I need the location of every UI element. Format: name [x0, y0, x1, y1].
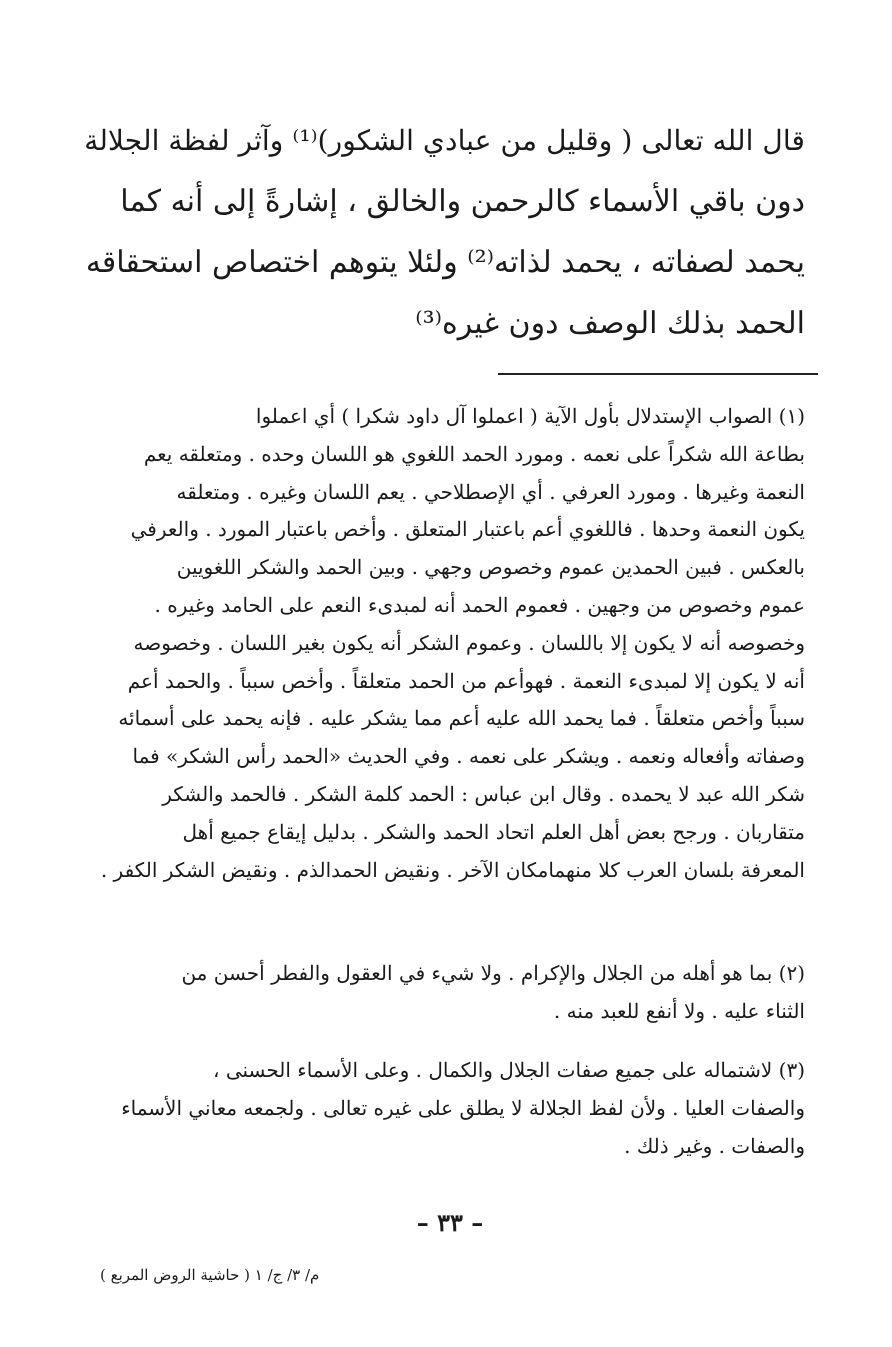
main-text-line: يحمد لصفاته ، يحمد لذاته⁽²⁾ ولئلا يتوهم اختصاص استحقاقه: [85, 245, 805, 280]
footnote-line: يكون النعمة وحدها . فاللغوي أعم باعتبار المتعلق . وأخص باعتبار المورد . والعرفي: [130, 517, 805, 542]
printer-signature: م/ ٣/ ج/ ١ ( حاشية الروض المربع ): [100, 1266, 320, 1284]
main-text-line: دون باقي الأسماء كالرحمن والخالق ، إشارةً إلى أنه كما: [120, 184, 805, 219]
footnote-line: متقاربان . ورجح بعض أهل العلم اتحاد الحمد والشكر . بدليل إيقاع جميع أهل: [182, 819, 805, 844]
footnote-line: وخصوصه أنه لا يكون إلا باللسان . وعموم الشكر أنه يكون بغير اللسان . وخصوصه: [133, 630, 805, 655]
footnote-line: المعرفة بلسان العرب كلا منهمامكان الآخر . ونقيض الحمدالذم . ونقيض الشكر الكفر .: [100, 857, 805, 882]
footnote-line: (٢) بما هو أهله من الجلال والإكرام . ولا شيء في العقول والفطر أحسن من: [181, 961, 805, 985]
footnote-3: [77, 1052, 805, 1165]
footnote-line: عموم وخصوص من وجهين . فعموم الحمد أنه لمبدىء النعم على الحامد وغيره .: [154, 592, 805, 617]
footnote-line: والصفات العليا . ولأن لفظ الجلالة لا يطلق على غيره تعالى . ولجمعه معاني الأسماء: [121, 1095, 805, 1120]
footnote-line: بطاعة الله شكراً على نعمه . ومورد الحمد اللغوي هو اللسان وحده . ومتعلقه يعم: [143, 441, 805, 466]
page-number: – ٣٣ –: [416, 1208, 484, 1237]
footnote-separator: [498, 373, 818, 375]
footnote-line: سبباً وأخص متعلقاً . فما يحمد الله عليه أعم مما يشكر عليه . فإنه يحمد على أسمائه: [118, 706, 805, 731]
footnote-line: النعمة وغيرها . ومورد العرفي . أي الإصطلاحي . يعم اللسان وغيره . ومتعلقه: [176, 479, 805, 504]
main-text: [77, 110, 805, 354]
footnote-line: (١) الصواب الإستدلال بأول الآية ( اعملوا آل داود شكرا ) أي اعملوا: [255, 404, 805, 428]
footnote-line: الثناء عليه . ولا أنفع للعبد منه .: [553, 998, 805, 1023]
footnote-2: [77, 955, 805, 1031]
main-text-line: قال الله تعالى ( وقليل من عبادي الشكور)⁽¹⁾ وآثر لفظة الجلالة: [84, 124, 805, 157]
footnote-line: أنه لا يكون إلا لمبدىء النعمة . فهوأعم من الحمد متعلقاً . وأخص سبباً . والحمد أعم: [127, 668, 805, 693]
main-text-line: الحمد بذلك الوصف دون غيره⁽³⁾: [415, 306, 805, 341]
footnote-line: وصفاته وأفعاله ونعمه . ويشكر على نعمه . وفي الحديث «الحمد رأس الشكر» فما: [132, 744, 805, 769]
footnote-line: (٣) لاشتماله على جميع صفات الجلال والكمال . وعلى الأسماء الحسنى ،: [213, 1058, 805, 1082]
footnote-line: بالعكس . فبين الحمدين عموم وخصوص وجهي . وبين الحمد والشكر اللغويين: [176, 555, 805, 580]
footnote-line: شكر الله عبد لا يحمده . وقال ابن عباس : الحمد كلمة الشكر . فالحمد والشكر: [162, 781, 805, 806]
footnote-1: [77, 398, 805, 889]
footnote-line: والصفات . وغير ذلك .: [624, 1133, 805, 1158]
